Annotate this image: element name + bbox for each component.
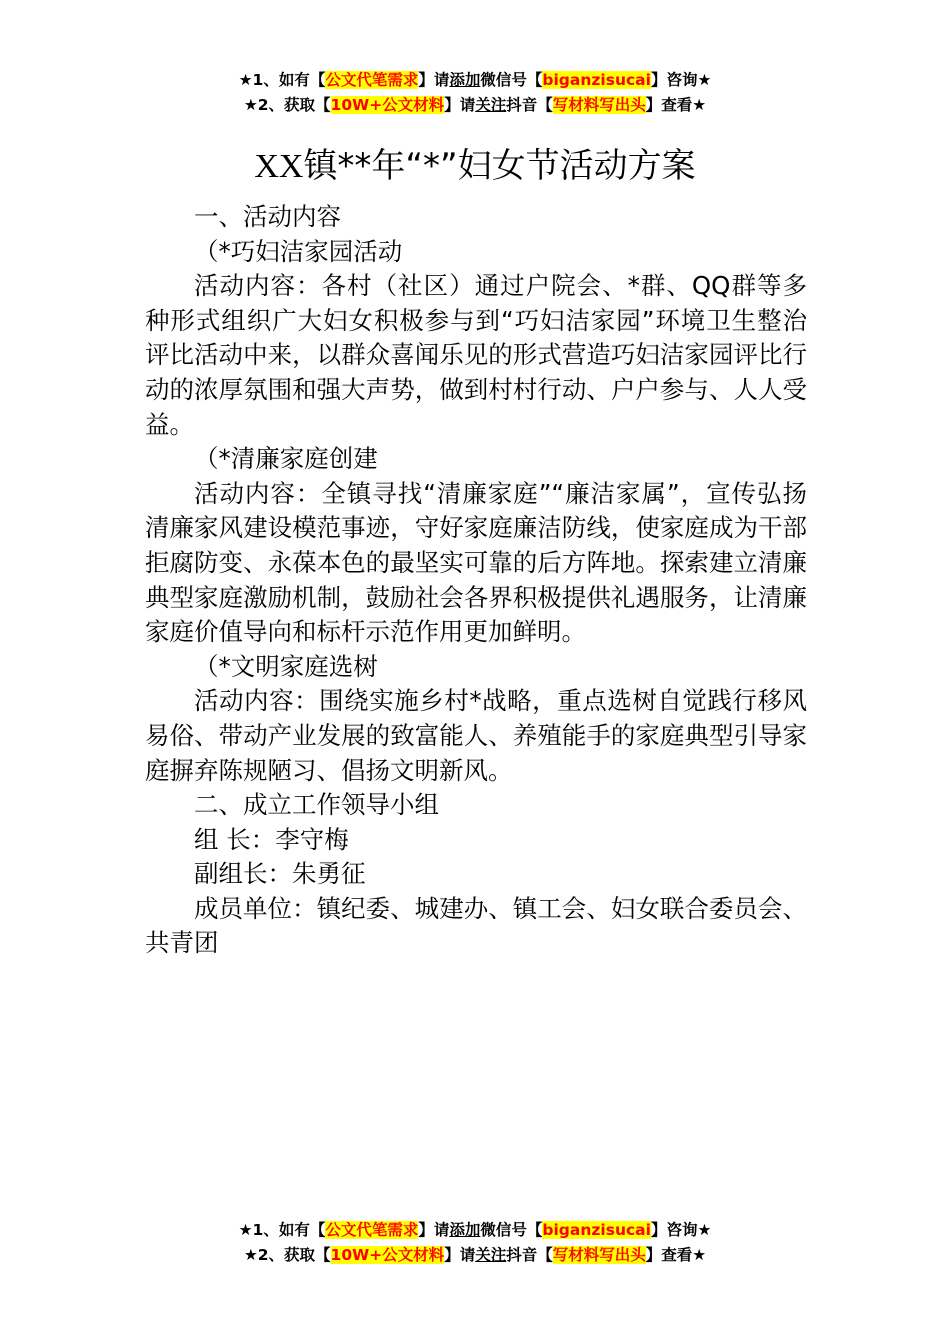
notice-text: 】请	[444, 1246, 476, 1264]
notice-text: 】请	[444, 96, 476, 114]
notice-highlight: 公文代笔需求	[325, 71, 419, 89]
page-title	[0, 142, 950, 191]
paragraph: 活动内容：全镇寻找“清廉家庭”“廉洁家属”，宣传弘扬清廉家风建设模范事迹，守好家庭廉洁防线，使家庭成为干部拒腐防变、永葆本色的最坚实可靠的后方阵地。探索建立清廉典型家庭激励机制，鼓励社会各界积极提供礼遇服务，让清廉家庭价值导向和标杆示范作用更加鲜明。	[145, 478, 807, 647]
footer-notice	[0, 1218, 950, 1268]
notice-highlight: biganzisucai	[542, 1221, 651, 1239]
notice-underlined: 关注	[475, 1246, 507, 1264]
notice-text: 】请	[418, 1221, 450, 1239]
notice-line-2	[0, 93, 950, 118]
notice-text: 】查看★	[645, 96, 707, 114]
notice-highlight: 写材料写出头	[552, 1246, 646, 1264]
subsection-heading: （*清廉家庭创建	[194, 444, 378, 474]
section-heading: 一、活动内容	[194, 202, 341, 231]
notice-text: 微信号【	[480, 71, 543, 89]
notice-text: ★2、获取【	[243, 1246, 331, 1264]
notice-line-1	[0, 68, 950, 93]
document-body	[145, 200, 807, 961]
notice-underlined: 添加	[449, 71, 481, 89]
notice-text: 微信号【	[480, 1221, 543, 1239]
notice-text: ★2、获取【	[243, 96, 331, 114]
notice-underlined: 关注	[475, 96, 507, 114]
notice-text: 】咨询★	[650, 1221, 712, 1239]
subsection-heading: （*文明家庭选树	[194, 651, 378, 681]
notice-highlight: 公文代笔需求	[325, 1221, 419, 1239]
leader-line: 组 长：李守梅	[194, 824, 349, 854]
notice-text: 抖音【	[506, 1246, 553, 1264]
notice-text: 】咨询★	[650, 71, 712, 89]
header-notice	[0, 68, 950, 118]
subsection-heading: （*巧妇洁家园活动	[194, 236, 403, 266]
notice-text: 抖音【	[506, 96, 553, 114]
notice-text: ★1、如有【	[238, 1221, 326, 1239]
notice-highlight: 10W+公文材料	[330, 96, 445, 114]
notice-text: 】请	[418, 71, 450, 89]
title-text: 镇**年“*”妇女节活动方案	[303, 146, 696, 186]
notice-highlight: 写材料写出头	[552, 96, 646, 114]
notice-line-2	[0, 1243, 950, 1268]
member-units: 成员单位：镇纪委、城建办、镇工会、妇女联合委员会、共青团	[145, 893, 807, 958]
notice-highlight: 10W+公文材料	[330, 1246, 445, 1264]
deputy-leader-line: 副组长：朱勇征	[194, 859, 366, 889]
paragraph: 活动内容：围绕实施乡村*战略，重点选树自觉践行移风易俗、带动产业发展的致富能人、养殖能手的家庭典型引导家庭摒弃陈规陋习、倡扬文明新风。	[145, 686, 807, 785]
section-heading: 二、成立工作领导小组	[194, 790, 439, 820]
title-prefix: XX	[254, 148, 304, 185]
notice-highlight: biganzisucai	[542, 71, 651, 89]
notice-text: ★1、如有【	[238, 71, 326, 89]
paragraph: 活动内容：各村（社区）通过户院会、*群、QQ群等多种形式组织广大妇女积极参与到“巧妇洁家园”环境卫生整治评比活动中来，以群众喜闻乐见的形式营造巧妇洁家园评比行动的浓厚氛围和强大声势，做到村村行动、户户参与、人人受益。	[145, 271, 807, 439]
notice-text: 】查看★	[645, 1246, 707, 1264]
notice-line-1	[0, 1218, 950, 1243]
notice-underlined: 添加	[449, 1221, 481, 1239]
